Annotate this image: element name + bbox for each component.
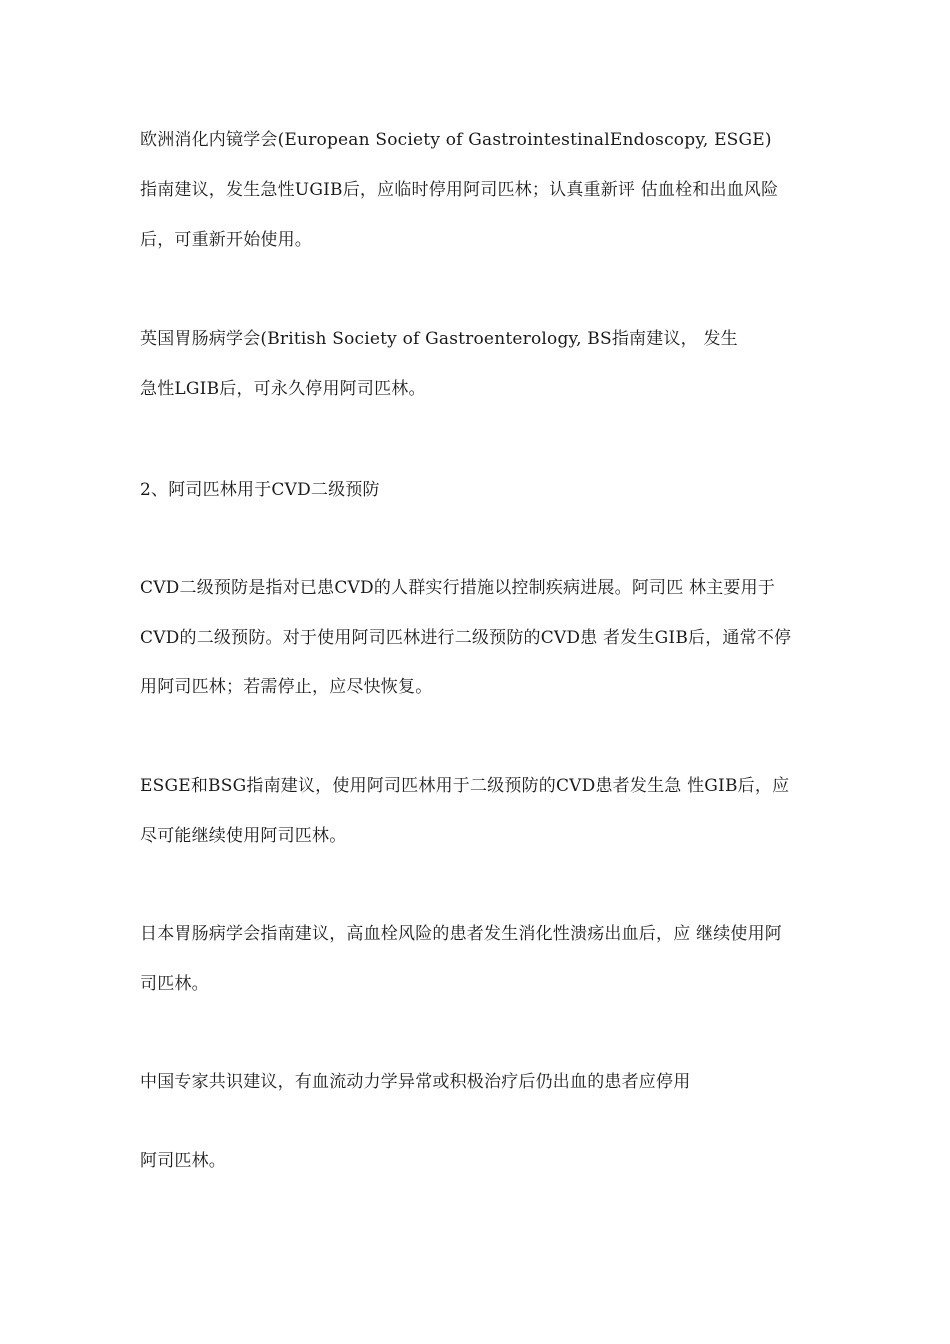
paragraph-cvd-line-2: CVD的二级预防。对于使用阿司匹林进行二级预防的CVD患 者发生GIB后，通常不停 (140, 628, 792, 648)
paragraph-esge-line-2: 指南建议，发生急性UGIB后，应临时停用阿司匹林；认真重新评 估血栓和出血风险 (140, 180, 779, 200)
paragraph-japan-line-1: 日本胃肠病学会指南建议，高血栓风险的患者发生消化性溃疡出血后，应 继续使用阿 (140, 924, 783, 944)
section-heading: 2、阿司匹林用于CVD二级预防 (140, 480, 380, 500)
paragraph-esge-bsg-line-1: ESGE和BSG指南建议，使用阿司匹林用于二级预防的CVD患者发生急 性GIB后，应 (140, 776, 790, 796)
paragraph-cvd-line-1: CVD二级预防是指对已患CVD的人群实行措施以控制疾病进展。阿司匹 林主要用于 (140, 578, 776, 598)
paragraph-japan-line-2: 司匹林。 (140, 974, 209, 994)
paragraph-esge-line-3: 后，可重新开始使用。 (140, 230, 312, 250)
paragraph-china-line-1: 中国专家共识建议，有血流动力学异常或积极治疗后仍出血的患者应停用 (140, 1072, 691, 1092)
paragraph-cvd-line-3: 用阿司匹林；若需停止，应尽快恢复。 (140, 677, 433, 697)
paragraph-esge-line-1: 欧洲消化内镜学会(European Society of GastrointestinalEndoscopy, ESGE) (140, 130, 772, 150)
paragraph-bsg-line-1: 英国胃肠病学会(British Society of Gastroenterology, BS指南建议， 发生 (140, 329, 738, 349)
paragraph-esge-bsg-line-2: 尽可能继续使用阿司匹林。 (140, 826, 347, 846)
paragraph-bsg-line-2: 急性LGIB后，可永久停用阿司匹林。 (140, 379, 426, 399)
paragraph-china-line-2: 阿司匹林。 (140, 1151, 226, 1171)
